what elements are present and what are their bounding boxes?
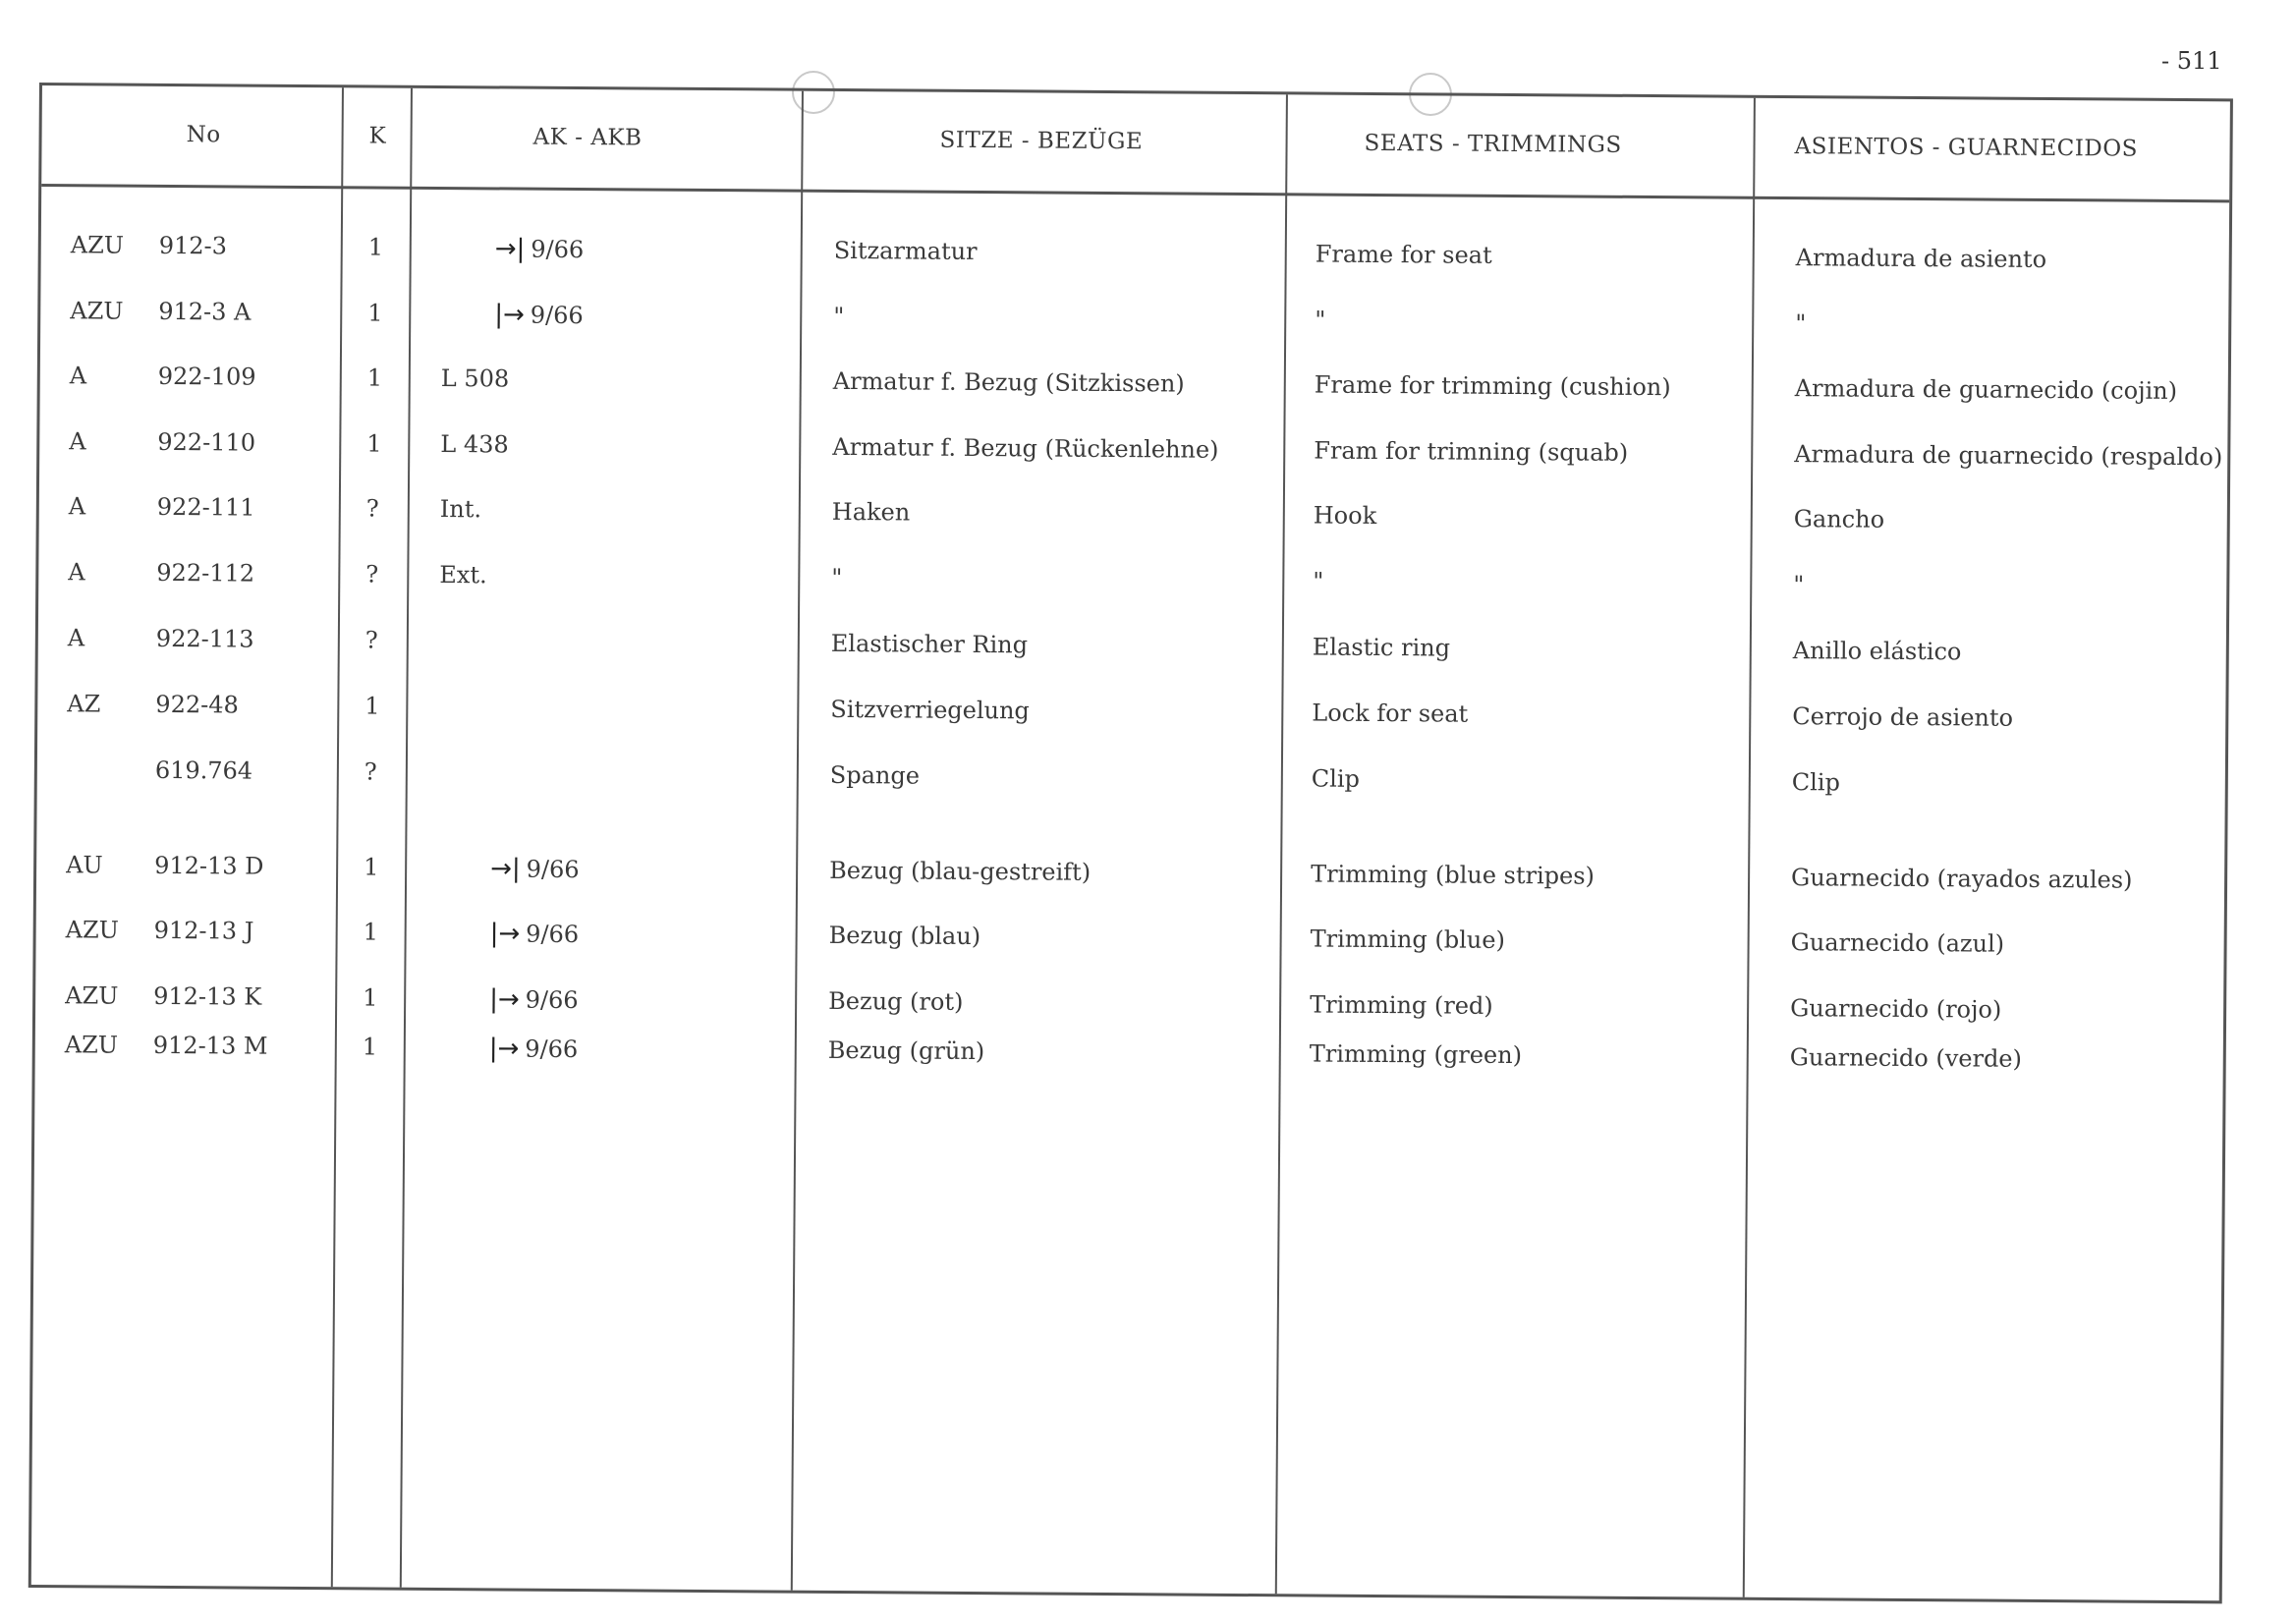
part-prefix <box>71 231 124 258</box>
description-en <box>1310 1040 1522 1070</box>
description-en <box>1316 241 1492 269</box>
quantity <box>365 626 378 653</box>
part-number-text: 922-48 <box>155 690 239 719</box>
part-prefix-text: AZU <box>70 297 124 325</box>
part-prefix <box>69 492 86 520</box>
part-number-text: 922-113 <box>155 624 254 653</box>
description-de-text: Armatur f. Bezug (Sitzkissen) <box>832 366 1185 398</box>
quantity <box>364 692 379 719</box>
description-es <box>1795 309 1806 337</box>
description-en <box>1313 634 1450 662</box>
part-number <box>159 232 227 260</box>
part-number <box>158 363 256 391</box>
quantity-text: 1 <box>366 364 383 392</box>
part-number-text: 912-13 K <box>153 981 262 1011</box>
part-prefix <box>68 558 85 586</box>
ak-akb-value-text: 9/66 <box>530 301 584 330</box>
description-en <box>1311 925 1505 954</box>
part-prefix-text: A <box>69 427 86 456</box>
description-de <box>830 696 1030 724</box>
part-prefix-text: AU <box>66 851 103 879</box>
description-es-text: Guarnecido (rayados azules) <box>1791 864 2133 894</box>
ak-akb-value <box>440 495 481 523</box>
arrow-to-bar-icon: →| <box>490 854 521 884</box>
description-en <box>1312 700 1468 728</box>
description-es <box>1790 1043 2022 1073</box>
page-number: - 511 <box>2161 47 2222 75</box>
part-prefix <box>68 624 85 651</box>
part-prefix-text: AZU <box>65 981 119 1010</box>
quantity-text: ? <box>364 757 377 786</box>
bar-arrow-icon: |→ <box>489 919 521 949</box>
part-prefix-text: AZU <box>64 1031 119 1059</box>
part-number <box>156 625 254 653</box>
part-number <box>153 982 261 1011</box>
description-es <box>1796 244 2047 273</box>
column-header-k: K <box>368 123 387 149</box>
description-de <box>829 857 1091 886</box>
part-number <box>154 852 264 880</box>
description-es-text: Guarnecido (verde) <box>1789 1043 2023 1073</box>
part-number-text: 912-13 J <box>153 916 254 945</box>
description-en <box>1315 307 1325 334</box>
part-number-text: 912-13 M <box>152 1031 268 1060</box>
description-en-text: Frame for trimming (cushion) <box>1314 370 1671 402</box>
ak-akb-value-text: L 508 <box>440 364 510 393</box>
quantity <box>363 1033 377 1060</box>
column-header-en: SEATS - TRIMMINGS <box>1364 130 1622 158</box>
description-de-text: Sitzverriegelung <box>830 695 1030 725</box>
description-de-text: Sitzarmatur <box>833 236 978 266</box>
bar-arrow-icon: |→ <box>494 300 525 330</box>
column-divider <box>331 87 344 1587</box>
description-de <box>832 498 911 527</box>
description-es <box>1793 637 1962 665</box>
quantity-text: 1 <box>364 692 380 720</box>
column-divider <box>1275 94 1288 1594</box>
description-de-text: Bezug (grün) <box>827 1036 985 1066</box>
description-en-text: Elastic ring <box>1312 633 1451 662</box>
part-prefix-text: A <box>68 558 85 587</box>
ak-akb-value <box>440 430 509 459</box>
description-de-text: " <box>833 302 845 331</box>
quantity-text: ? <box>365 560 379 588</box>
description-en-text: Trimming (blue stripes) <box>1311 860 1596 890</box>
quantity-text: ? <box>365 494 379 523</box>
part-number <box>155 691 239 719</box>
part-number <box>153 1032 268 1060</box>
ak-akb-value <box>494 300 584 330</box>
description-en <box>1310 991 1493 1020</box>
part-number-text: 912-3 A <box>158 297 252 326</box>
description-de <box>831 564 842 591</box>
description-es <box>1792 768 1840 796</box>
quantity <box>366 494 379 522</box>
column-header-es: ASIENTOS - GUARNECIDOS <box>1794 134 2139 162</box>
quantity <box>365 560 378 588</box>
description-en-text: " <box>1313 567 1324 595</box>
description-en-text: " <box>1315 306 1326 334</box>
description-en-text: Frame for seat <box>1315 240 1492 269</box>
description-de <box>828 987 963 1016</box>
part-prefix <box>65 1031 118 1058</box>
quantity <box>368 233 383 260</box>
quantity <box>364 757 377 785</box>
part-number <box>155 756 252 785</box>
description-de <box>833 367 1185 398</box>
description-de-text: Bezug (blau) <box>828 921 981 951</box>
part-number-text: 922-112 <box>156 558 255 588</box>
ak-akb-value-text: L 438 <box>440 430 509 459</box>
description-en-text: Fram for trimning (squab) <box>1314 436 1629 467</box>
description-en-text: Trimming (green) <box>1309 1039 1523 1070</box>
description-de <box>829 922 981 950</box>
part-prefix-text: AZ <box>67 690 101 718</box>
quantity <box>366 429 381 457</box>
description-de <box>834 237 978 265</box>
description-es-text: Clip <box>1791 768 1841 797</box>
part-prefix <box>67 690 100 717</box>
description-en <box>1314 502 1377 530</box>
description-en <box>1313 568 1323 595</box>
description-de <box>832 433 1218 464</box>
description-de <box>830 761 920 790</box>
quantity-text: 1 <box>363 983 378 1012</box>
quantity-text: 1 <box>364 853 379 881</box>
description-es-text: Armadura de asiento <box>1795 244 2047 273</box>
description-en-text: Trimming (blue) <box>1310 924 1505 954</box>
bar-arrow-icon: |→ <box>488 1034 520 1064</box>
quantity <box>367 364 382 391</box>
description-es <box>1790 994 2001 1024</box>
description-de <box>833 303 844 330</box>
description-es-text: Armadura de guarnecido (respaldo) <box>1794 440 2223 472</box>
header-divider <box>41 184 2229 202</box>
part-number <box>157 428 255 457</box>
quantity-text: 1 <box>367 299 383 327</box>
description-es <box>1794 440 2222 471</box>
column-header-de: SITZE - BEZÜGE <box>939 127 1144 155</box>
description-es-text: Cerrojo de asiento <box>1792 702 2014 732</box>
ak-akb-value-text: 9/66 <box>525 1035 579 1064</box>
part-prefix-text: AZU <box>70 231 125 259</box>
description-es-text: Armadura de guarnecido (cojin) <box>1794 374 2178 405</box>
description-en-text: Trimming (red) <box>1310 990 1493 1020</box>
description-es-text: Anillo elástico <box>1792 637 1962 666</box>
part-prefix-text: AZU <box>65 916 120 944</box>
ak-akb-value-text: Ext. <box>439 560 487 589</box>
description-es <box>1795 374 2178 405</box>
part-number-text: 912-3 <box>158 231 228 260</box>
part-number <box>157 493 255 522</box>
column-divider <box>400 88 413 1588</box>
ak-akb-value <box>490 919 580 949</box>
description-en <box>1314 437 1628 467</box>
description-en <box>1315 371 1671 402</box>
quantity-text: 1 <box>362 1033 378 1061</box>
part-number <box>156 559 254 588</box>
description-en-text: Lock for seat <box>1312 699 1469 728</box>
description-de-text: " <box>831 563 843 592</box>
arrow-to-bar-icon: →| <box>494 234 526 264</box>
column-divider <box>1743 98 1756 1597</box>
ak-akb-value <box>489 984 579 1015</box>
quantity <box>367 299 382 326</box>
part-prefix-text: A <box>68 492 86 521</box>
ak-akb-value <box>495 234 585 264</box>
description-es-text: Guarnecido (rojo) <box>1790 994 2002 1024</box>
parts-table <box>28 83 2233 1603</box>
quantity <box>364 918 378 945</box>
description-es <box>1794 505 1884 533</box>
part-number <box>158 298 251 326</box>
description-es <box>1793 571 1804 598</box>
ak-akb-value-text: 9/66 <box>526 920 580 949</box>
ak-akb-value-text: 9/66 <box>531 235 585 264</box>
quantity-text: 1 <box>367 233 384 261</box>
part-prefix-text: A <box>67 624 85 652</box>
description-de-text: Haken <box>831 497 911 527</box>
description-de-text: Armatur f. Bezug (Rückenlehne) <box>832 432 1219 464</box>
quantity <box>363 983 377 1011</box>
part-number-text: 922-111 <box>156 492 255 522</box>
bar-arrow-icon: |→ <box>489 984 520 1015</box>
description-de-text: Elastischer Ring <box>830 629 1029 659</box>
description-en-text: Hook <box>1313 501 1377 530</box>
part-prefix <box>65 981 118 1009</box>
description-en <box>1312 765 1360 793</box>
part-prefix <box>70 362 87 389</box>
part-number <box>154 917 254 945</box>
ak-akb-value <box>441 364 510 393</box>
quantity-text: ? <box>364 626 378 654</box>
description-es <box>1791 864 2133 894</box>
quantity-text: 1 <box>366 429 382 458</box>
quantity-text: 1 <box>363 918 379 946</box>
column-divider <box>791 91 804 1591</box>
ak-akb-value <box>489 1034 579 1064</box>
ak-akb-value-text: 9/66 <box>526 855 580 884</box>
description-es <box>1791 928 2005 958</box>
ak-akb-value-text: Int. <box>439 495 482 524</box>
description-de <box>831 630 1028 658</box>
column-header-ak: AK - AKB <box>532 124 643 151</box>
description-de-text: Bezug (rot) <box>828 986 964 1016</box>
description-es-text: " <box>1795 309 1807 338</box>
column-header-no: No <box>186 122 221 148</box>
ak-akb-value <box>439 561 487 588</box>
part-number-text: 912-13 D <box>154 851 264 880</box>
part-prefix <box>70 297 123 324</box>
part-prefix <box>66 851 103 878</box>
description-en-text: Clip <box>1311 764 1361 793</box>
part-number-text: 922-109 <box>157 362 256 391</box>
description-de <box>828 1036 985 1065</box>
ak-akb-value <box>490 854 580 884</box>
description-es-text: Gancho <box>1793 505 1885 533</box>
description-de-text: Bezug (blau-gestreift) <box>829 856 1092 886</box>
description-es-text: Guarnecido (azul) <box>1790 928 2005 958</box>
description-es <box>1792 702 2013 732</box>
part-prefix <box>69 427 86 455</box>
part-number-text: 619.764 <box>154 756 253 785</box>
description-en <box>1311 861 1595 890</box>
description-es-text: " <box>1793 571 1805 599</box>
quantity <box>364 853 378 880</box>
part-prefix-text: A <box>69 362 87 390</box>
description-de-text: Spange <box>829 760 921 790</box>
part-number-text: 922-110 <box>157 427 256 457</box>
ak-akb-value-text: 9/66 <box>525 985 579 1015</box>
part-prefix <box>66 916 119 943</box>
